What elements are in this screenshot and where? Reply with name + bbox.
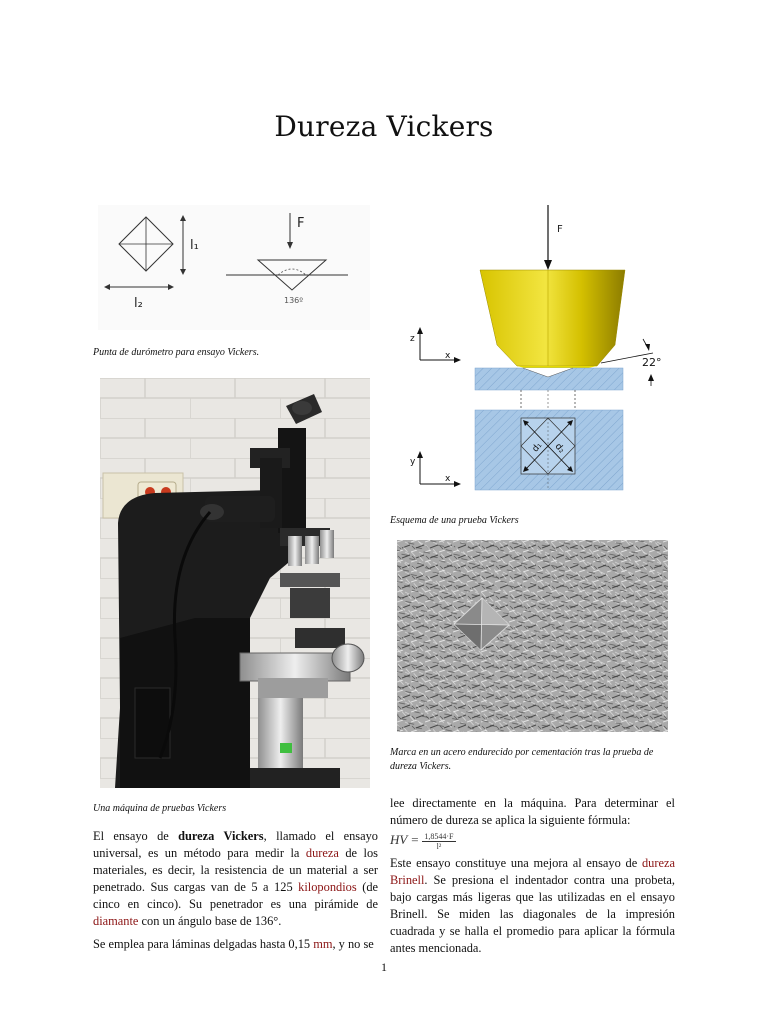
l2-label: l₂ — [134, 296, 143, 311]
formula-numerator: 1,8544·F — [424, 831, 454, 841]
z-axis-label: z — [410, 334, 415, 344]
link-dureza[interactable]: dureza — [305, 846, 339, 860]
indentation-micrograph — [397, 540, 668, 732]
formula-denominator: l² — [436, 841, 442, 851]
x-axis-label-bottom: x — [445, 474, 451, 484]
right-column-text — [390, 795, 675, 963]
figure-caption-micrograph: Marca en un acero endurecido por cementación tras la prueba de dureza Vickers. — [390, 747, 654, 772]
force-label: F — [557, 224, 563, 235]
link-diamante[interactable]: diamante — [93, 914, 139, 928]
paragraph-mejora: Este ensayo constituye una mejora al ensayo de dureza Brinell. Se presiona el indentador contra una probeta, bajo cargas más ligeras que las utilizadas en el ensayo Brinell. Se miden las diagonales de la impresión cuadrada y se halla el promedio para aplicar la fórmula antes mencionada. — [390, 855, 675, 955]
page-title: Dureza Vickers — [274, 110, 494, 143]
angle-22-label: 22° — [642, 356, 662, 369]
d2-label: d₂ — [552, 441, 567, 456]
d1-label: d₁ — [530, 440, 545, 455]
vickers-test-schematic — [405, 200, 665, 495]
paragraph-intro: El ensayo de dureza Vickers, llamado el ensayo universal, es un método para medir la dureza de los materiales, es decir, la resistencia de un material a ser penetrado. Sus cargas van de 5 a 125 kilopondios (de cinco en cinco). Su penetrador es una pirámide de diamante con un ángulo base de 136°. — [93, 829, 379, 928]
paragraph-laminas: Se emplea para láminas delgadas hasta 0,15 mm, y no se — [93, 937, 374, 951]
l1-label: l₁ — [190, 238, 199, 253]
y-axis-label: y — [410, 457, 416, 467]
force-label: F — [297, 216, 305, 231]
figure-caption-schematic: Esquema de una prueba Vickers — [390, 515, 519, 526]
link-dureza-brinell[interactable]: dureza Brinell — [390, 855, 675, 887]
vickers-machine-photo — [100, 378, 370, 788]
indenter-tip-diagram — [98, 205, 370, 330]
page-number: 1 — [381, 960, 387, 974]
term-dureza-vickers: dureza Vickers — [178, 829, 264, 843]
figure-caption-indenter: Punta de durómetro para ensayo Vickers. — [93, 347, 260, 358]
paragraph-lectura: lee directamente en la máquina. Para determinar el número de dureza se aplica la siguiente fórmula: — [390, 796, 675, 827]
x-axis-label-top: x — [445, 351, 451, 361]
figure-caption-machine: Una máquina de pruebas Vickers — [93, 803, 227, 814]
hardness-formula: HV = $\frac{1,8544\cdot F}{\text{l²}}$ — [390, 831, 454, 851]
link-kilopondios[interactable]: kilopondios — [298, 880, 357, 894]
link-mm[interactable]: mm — [313, 937, 333, 951]
left-column-text — [93, 828, 378, 959]
angle-label: 136º — [284, 296, 304, 305]
